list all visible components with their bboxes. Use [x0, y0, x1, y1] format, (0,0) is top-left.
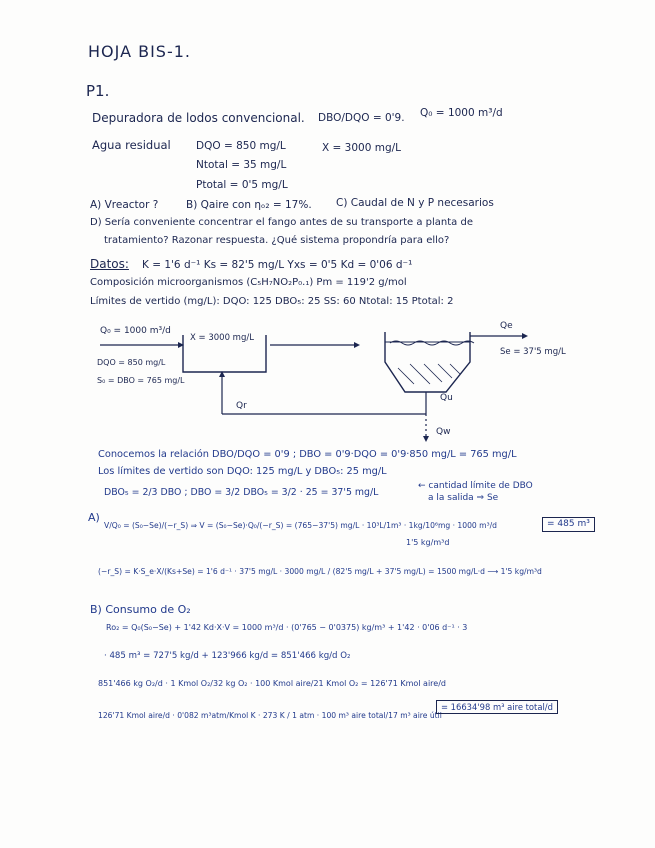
diagram-qe: Qe [500, 321, 513, 331]
statement-title: Depuradora de lodos convencional. [92, 111, 305, 125]
dqo-value: DQO = 850 mg/L [196, 140, 286, 152]
datos-label: Datos: [90, 257, 129, 271]
ratio-dbo-dqo: DBO/DQO = 0'9. [318, 112, 405, 124]
work-dbo5: DBO₅ = 2/3 DBO ; DBO = 3/2 DBO₅ = 3/2 · 25 = 37'5 mg/L [104, 487, 379, 498]
problem-number: P1. [86, 82, 110, 100]
diagram-qu: Qu [440, 393, 453, 403]
kinetic-data: K = 1'6 d⁻¹ Ks = 82'5 mg/L Yxs = 0'5 Kd = 0'06 d⁻¹ [142, 259, 413, 271]
diagram-s0: S₀ = DBO = 765 mg/L [97, 376, 185, 385]
discharge-limits: Límites de vertido (mg/L): DQO: 125 DBO₅: 25 SS: 60 Ntotal: 15 Ptotal: 2 [90, 296, 454, 307]
agua-residual-label: Agua residual [92, 138, 171, 152]
air-volume-result: = 16634'98 m³ aire total/d [436, 700, 558, 714]
rate-equation: (−r_S) = K·S_e·X/(Ks+Se) = 1'6 d⁻¹ · 37'5 mg/L · 3000 mg/L / (82'5 mg/L + 37'5 mg/L) = 1500 mg/L·d ⟶ 1'5 kg/m³d [98, 567, 542, 576]
sheet-title: HOJA BIS-1. [88, 42, 191, 61]
diagram-q0: Q₀ = 1000 m³/d [100, 326, 171, 336]
diagram-se: Se = 37'5 mg/L [500, 347, 566, 357]
part-b-label: B) Consumo de O₂ [90, 603, 191, 616]
work-dbo-note-1: ← cantidad límite de DBO [418, 481, 533, 491]
part-a-label: A) [88, 511, 100, 524]
diagram-x: X = 3000 mg/L [190, 333, 254, 343]
oxygen-equation: Ro₂ = Q₀(S₀−Se) + 1'42 Kd·X·V = 1000 m³/d · (0'765 − 0'0375) kg/m³ + 1'42 · 0'06 d⁻¹ · 3 [106, 623, 468, 632]
volume-denominator: 1'5 kg/m³d [406, 538, 450, 547]
diagram-dqo: DQO = 850 mg/L [97, 358, 166, 367]
volume-result: = 485 m³ [542, 517, 595, 532]
ntotal-value: Ntotal = 35 mg/L [196, 159, 287, 171]
composition-line: Composición microorganismos (C₅H₇NO₂P₀.₁) Pm = 119'2 g/mol [90, 277, 407, 288]
diagram-qw: Qw [436, 427, 451, 437]
question-b: B) Qaire con ηₒ₂ = 17%. [186, 199, 312, 211]
question-d-line2: tratamiento? Razonar respuesta. ¿Qué sistema propondría para ello? [104, 235, 450, 246]
question-d-line1: D) Sería conveniente concentrar el fango antes de su transporte a planta de [90, 217, 473, 228]
biomass-x: X = 3000 mg/L [322, 142, 402, 154]
oxygen-result: · 485 m³ = 727'5 kg/d + 123'966 kg/d = 851'466 kg/d O₂ [104, 651, 351, 661]
flow-q0: Q₀ = 1000 m³/d [420, 107, 503, 119]
ptotal-value: Ptotal = 0'5 mg/L [196, 179, 288, 191]
question-a: A) Vreactor ? [90, 199, 159, 211]
work-dbo-note-2: a la salida ⇒ Se [428, 493, 499, 503]
question-c: C) Caudal de N y P necesarios [336, 197, 494, 209]
diagram-qr: Qr [236, 401, 247, 411]
work-limits: Los límites de vertido son DQO: 125 mg/L y DBO₅: 25 mg/L [98, 466, 387, 477]
volume-equation: V/Q₀ = (S₀−Se)/(−r_S) ⇒ V = (S₀−Se)·Q₀/(−r_S) = (765−37'5) mg/L · 10³L/1m³ · 1kg/10⁶mg · 1000 m³/d [104, 521, 497, 530]
air-moles-equation: 851'466 kg O₂/d · 1 Kmol O₂/32 kg O₂ · 100 Kmol aire/21 Kmol O₂ = 126'71 Kmol aire/d [98, 679, 446, 688]
sludge-hatch [398, 364, 460, 384]
work-relation: Conocemos la relación DBO/DQO = 0'9 ; DBO = 0'9·DQO = 0'9·850 mg/L = 765 mg/L [98, 449, 517, 460]
air-volume-equation: 126'71 Kmol aire/d · 0'082 m³atm/Kmol K · 273 K / 1 atm · 100 m³ aire total/17 m³ aire útil [98, 711, 442, 720]
